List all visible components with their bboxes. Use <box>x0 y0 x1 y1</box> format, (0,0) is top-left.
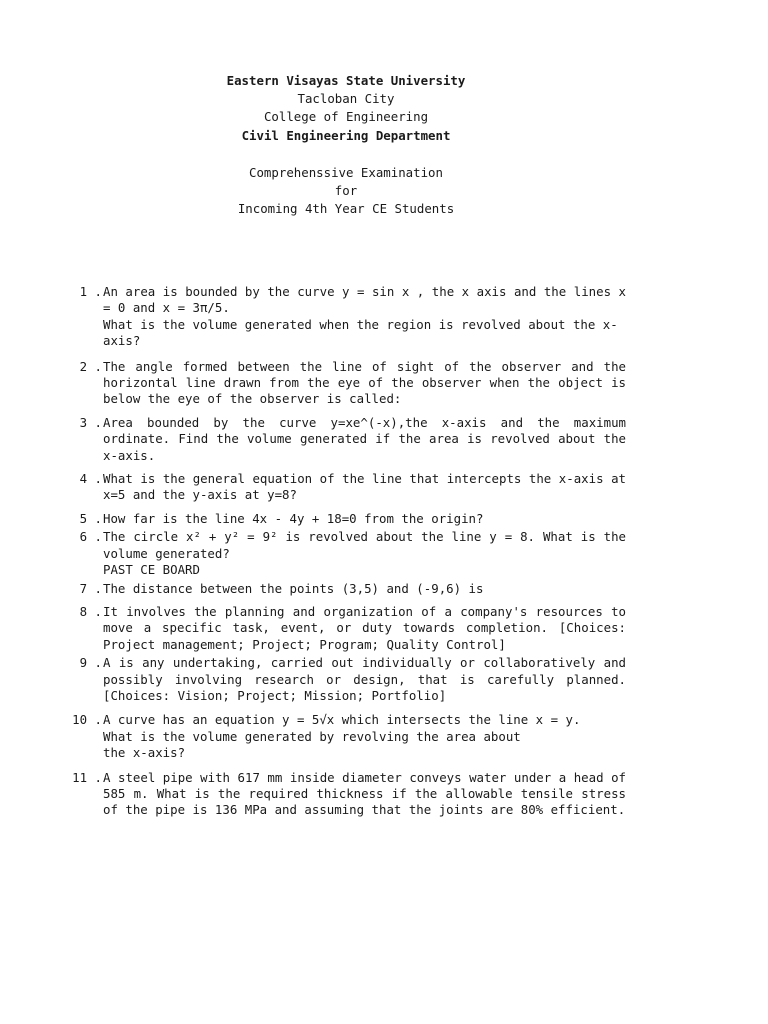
question-item <box>66 511 626 527</box>
question-text <box>103 604 626 653</box>
question-number: 9 . <box>79 655 102 671</box>
question-text <box>103 415 626 464</box>
question-paragraph: An area is bounded by the curve y = sin x , the x axis and the lines x = 0 and x = 3π/5. <box>103 284 626 316</box>
question-paragraph: The circle x² + y² = 9² is revolved about the line y = 8. What is the volume generated? <box>103 529 626 561</box>
exam-for: for <box>334 183 358 199</box>
question-item <box>66 284 626 350</box>
question-number: 3 . <box>79 414 102 430</box>
question-paragraph: The angle formed between the line of sight of the observer and the horizontal line drawn from the eye of the observer when the object is below the eye of the observer is called: <box>103 358 626 407</box>
question-item <box>66 712 626 761</box>
question-text <box>103 284 626 350</box>
question-text <box>103 770 626 819</box>
question-number: 10 . <box>72 712 102 728</box>
question-paragraph: What is the general equation of the line that intercepts the x-axis at x=5 and the y-axis at y=8? <box>103 471 626 503</box>
question-paragraph: What is the volume generated when the region is revolved about the x-axis? <box>103 316 618 349</box>
question-paragraph: Area bounded by the curve y=xe^(-x),the x-axis and the maximum ordinate. Find the volume generated if the area is revolved about the x-axis. <box>103 414 626 463</box>
question-number: 11 . <box>72 769 102 785</box>
question-number: 8 . <box>79 603 102 619</box>
question-item <box>66 415 626 464</box>
question-text <box>103 712 626 761</box>
question-text <box>103 655 626 704</box>
question-list <box>66 284 626 819</box>
question-number: 1 . <box>79 284 102 299</box>
question-paragraph: PAST CE BOARD <box>103 562 200 578</box>
question-text <box>103 471 626 504</box>
question-paragraph: A steel pipe with 617 mm inside diameter conveys water under a head of 585 m. What is the required thickness if the allowable tensile stress of the pipe is 136 MPa and assuming that the joints are 80% efficient. <box>103 769 626 818</box>
question-paragraph: A is any undertaking, carried out individually or collaboratively and possibly involving research or design, that is carefully planned. [Choices: Vision; Project; Mission; Portfolio] <box>103 655 626 703</box>
question-paragraph: the x-axis? <box>103 745 186 761</box>
college-name: College of Engineering <box>263 109 429 125</box>
question-number: 2 . <box>79 358 102 374</box>
question-number: 5 . <box>79 510 102 526</box>
exam-audience: Incoming 4th Year CE Students <box>237 201 455 217</box>
question-paragraph: The distance between the points (3,5) and (-9,6) is <box>103 580 484 596</box>
question-paragraph: How far is the line 4x - 4y + 18=0 from the origin? <box>103 510 484 526</box>
question-number: 6 . <box>79 529 102 545</box>
question-paragraph: It involves the planning and organization of a company's resources to move a specific task, event, or duty towards completion. [Choices: Project management; Project; Program; Quality Control] <box>103 603 626 652</box>
question-paragraph: A curve has an equation y = 5√x which intersects the line x = y. <box>103 712 581 728</box>
question-item <box>66 529 626 578</box>
question-paragraph: What is the volume generated by revolving the area about <box>103 728 521 744</box>
question-text <box>103 529 626 578</box>
question-item <box>66 655 626 704</box>
question-text <box>103 359 626 408</box>
exam-title: Comprehenssive Examination <box>249 164 443 180</box>
question-item <box>66 770 626 819</box>
question-number: 7 . <box>79 580 102 596</box>
city-name: Tacloban City <box>297 91 395 107</box>
department-name: Civil Engineering Department <box>241 127 451 143</box>
question-item <box>66 581 626 597</box>
question-item <box>66 359 626 408</box>
document-header <box>0 72 692 218</box>
question-number: 4 . <box>79 471 102 487</box>
question-text <box>103 511 626 527</box>
question-text <box>103 581 626 597</box>
question-item <box>66 604 626 653</box>
question-item <box>66 471 626 504</box>
university-name: Eastern Visayas State University <box>226 73 466 88</box>
